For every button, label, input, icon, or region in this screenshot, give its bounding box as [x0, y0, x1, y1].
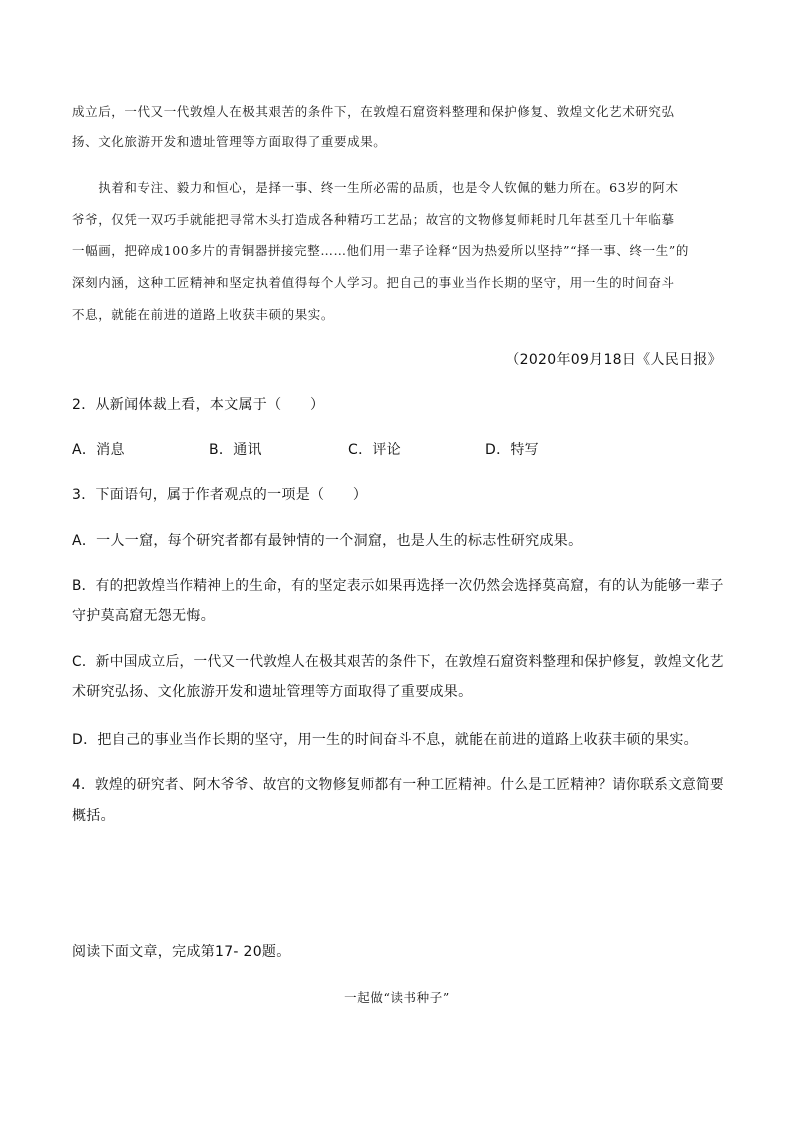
q3-option-c-line2: 术研究弘扬、文化旅游开发和遗址管理等方面取得了重要成果。 [72, 684, 473, 700]
passage-p1-line2: 扬、文化旅游开发和遗址管理等方面取得了重要成果。 [72, 134, 387, 149]
article-title: 一起做“读书种子” [344, 990, 450, 1005]
q2-option-c: C．评论 [348, 442, 401, 458]
passage-p1-line1: 成立后，一代又一代敦煌人在极其艰苦的条件下，在敦煌石窟资料整理和保护修复、敦煌文化艺术研究弘 [72, 104, 675, 119]
q2-option-d: D．特写 [485, 442, 539, 458]
q2-stem: 2．从新闻体裁上看，本文属于（ ） [72, 397, 325, 413]
reading-instruction: 阅读下面文章，完成第17- 20题。 [72, 944, 291, 960]
q3-stem: 3．下面语句，属于作者观点的一项是（ ） [72, 487, 368, 503]
q3-option-c-line1: C．新中国成立后，一代又一代敦煌人在极其艰苦的条件下，在敦煌石窟资料整理和保护修复，敦煌文化艺 [72, 654, 724, 670]
passage-p2-line3: 一幅画，把碎成100多片的青铜器拼接完整……他们用一辈子诠释“因为热爱所以坚持”“择一事、终一生”的 [72, 243, 689, 258]
passage-p2-line2: 爷爷，仅凭一双巧手就能把寻常木头打造成各种精巧工艺品；故宫的文物修复师耗时几年甚至几十年临摹 [72, 212, 675, 227]
passage-source: （2020年09月18日《人民日报》 [505, 352, 722, 368]
q2-option-a: A．消息 [72, 442, 125, 458]
q3-option-b-line2: 守护莫高窟无怨无悔。 [72, 608, 215, 624]
q4-line1: 4．敦煌的研究者、阿木爷爷、故宫的文物修复师都有一种工匠精神。什么是工匠精神？请你联系文意简要 [72, 777, 725, 793]
q2-option-b: B．通讯 [209, 442, 262, 458]
passage-p2-line5: 不息，就能在前进的道路上收获丰硕的果实。 [72, 307, 335, 322]
passage-p2-line1: 执着和专注、毅力和恒心，是择一事、终一生所必需的品质，也是令人钦佩的魅力所在。63岁的阿木 [72, 180, 679, 195]
q3-option-d: D．把自己的事业当作长期的坚守，用一生的时间奋斗不息，就能在前进的道路上收获丰硕的果实。 [72, 732, 698, 748]
q3-option-a: A．一人一窟，每个研究者都有最钟情的一个洞窟，也是人生的标志性研究成果。 [72, 533, 583, 549]
q3-option-b-line1: B．有的把敦煌当作精神上的生命，有的坚定表示如果再选择一次仍然会选择莫高窟，有的认为能够一辈子 [72, 578, 724, 594]
passage-p2-line4: 深刻内涵，这种工匠精神和坚定执着值得每个人学习。把自己的事业当作长期的坚守，用一生的时间奋斗 [72, 275, 675, 290]
q4-line2: 概括。 [72, 808, 115, 824]
